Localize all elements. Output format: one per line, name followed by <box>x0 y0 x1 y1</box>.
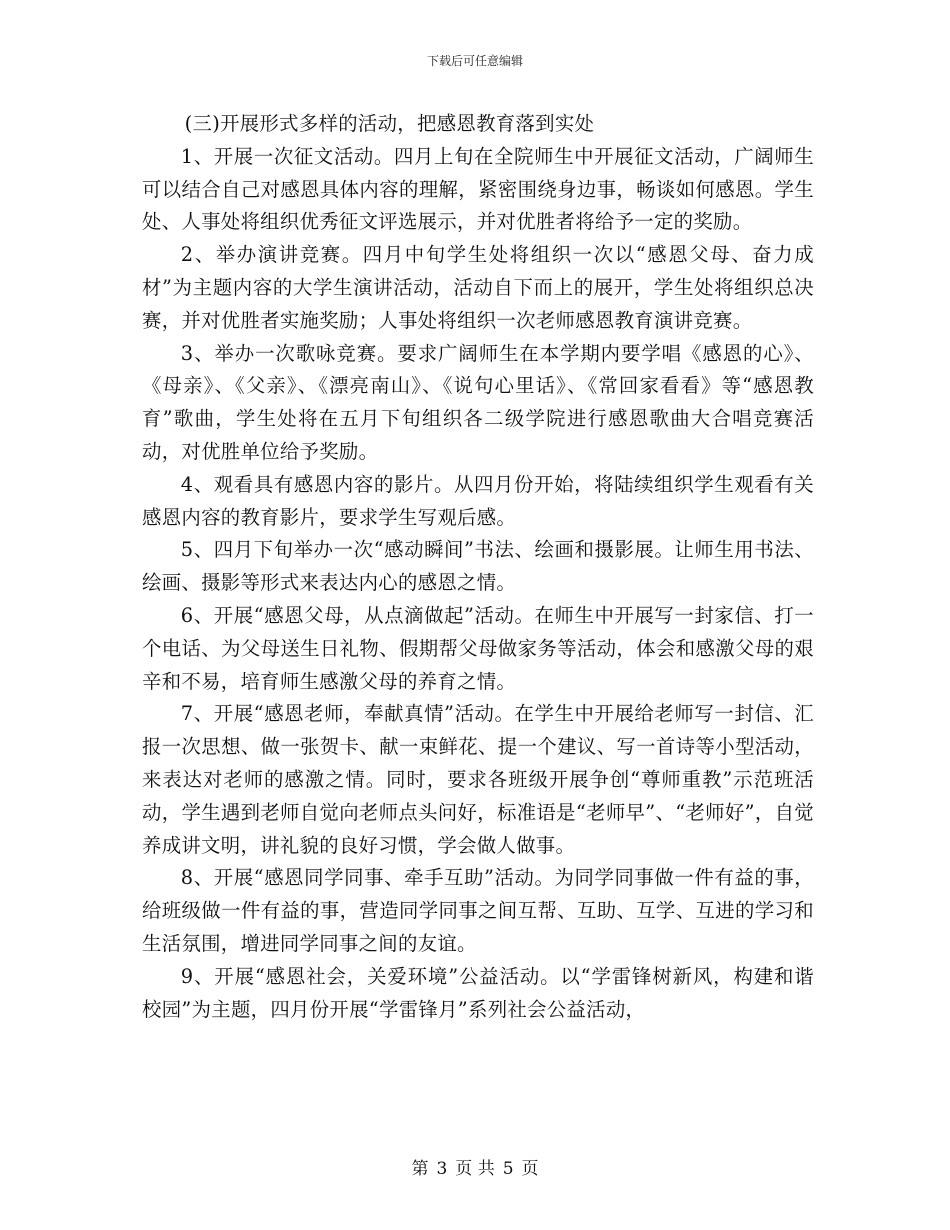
footer-middle: 页 共 <box>455 1159 495 1179</box>
document-body <box>142 108 814 1026</box>
paragraph-2: 2、举办演讲竞赛。四月中旬学生处将组织一次以“感恩父母、奋力成材”为主题内容的大学生演讲活动，活动自下而上的展开，学生处将组织总决赛，并对优胜者实施奖励；人事处将组织一次老师感恩教育演讲竞赛。 <box>142 243 814 332</box>
paragraph-7: 7、开展“感恩老师，奉献真情”活动。在学生中开展给老师写一封信、汇报一次思想、做一张贺卡、献一束鲜花、提一个建议、写一首诗等小型活动，来表达对老师的感激之情。同时，要求各班级开展争创“尊师重教”示范班活动，学生遇到老师自觉向老师点头问好，标准语是“老师早”、“老师好”，自觉养成讲文明，讲礼貌的良好习惯，学会做人做事。 <box>142 702 814 857</box>
paragraph-6: 6、开展“感恩父母，从点滴做起”活动。在师生中开展写一封家信、打一个电话、为父母送生日礼物、假期帮父母做家务等活动，体会和感激父母的艰辛和不易，培育师生感激父母的养育之情。 <box>142 603 814 693</box>
paragraph-9: 9、开展“感恩社会，关爱环境”公益活动。以“学雷锋树新风，构建和谐校园”为主题，四月份开展“学雷锋月”系列社会公益活动， <box>142 964 814 1021</box>
section-heading: (三)开展形式多样的活动，把感恩教育落到实处 <box>184 112 595 135</box>
paragraph-4: 4、观看具有感恩内容的影片。从四月份开始，将陆续组织学生观看有关感恩内容的教育影片，要求学生写观后感。 <box>142 472 814 529</box>
footer-total-pages: 5 <box>502 1159 514 1179</box>
paragraph-3: 3、举办一次歌咏竞赛。要求广阔师生在本学期内要学唱《感恩的心》、《母亲》、《父亲》、《漂亮南山》、《说句心里话》、《常回家看看》等“感恩教育”歌曲，学生处将在五月下旬组织各二级学院进行感恩歌曲大合唱竞赛活动，对优胜单位给予奖励。 <box>142 341 814 463</box>
page-footer <box>0 1154 950 1179</box>
paragraph-8: 8、开展“感恩同学同事、牵手互助”活动。为同学同事做一件有益的事，给班级做一件有益的事，营造同学同事之间互帮、互助、互学、互进的学习和生活氛围，增进同学同事之间的友谊。 <box>142 866 814 955</box>
page-header-note: 下载后可任意编辑 <box>426 54 523 68</box>
footer-prefix: 第 <box>411 1159 429 1179</box>
paragraph-1: 1、开展一次征文活动。四月上旬在全院师生中开展征文活动，广阔师生可以结合自己对感恩具体内容的理解，紧密围绕身边事，畅谈如何感恩。学生处、人事处将组织优秀征文评选展示，并对优胜者将给予一定的奖励。 <box>142 144 814 234</box>
paragraph-5: 5、四月下旬举办一次“感动瞬间”书法、绘画和摄影展。让师生用书法、绘画、摄影等形式来表达内心的感恩之情。 <box>142 538 814 595</box>
footer-suffix: 页 <box>521 1159 539 1179</box>
footer-page-number: 3 <box>436 1159 448 1179</box>
